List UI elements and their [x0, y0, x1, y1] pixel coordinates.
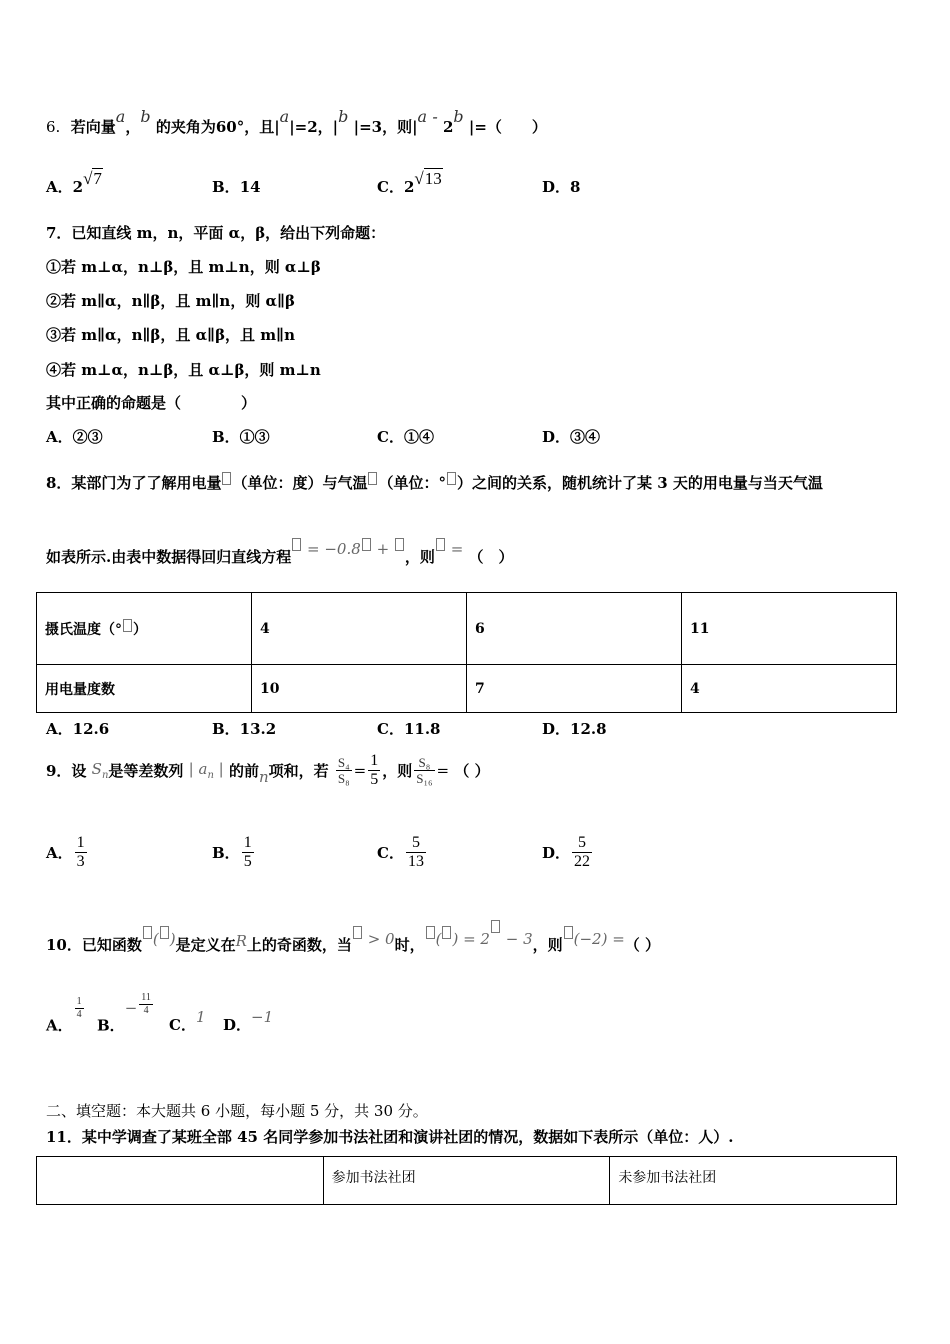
q7-option-d[interactable]: D．③④: [542, 428, 601, 446]
q8-row1-label: 摄氏温度（° ）: [37, 593, 252, 665]
missing-glyph-icon: [123, 619, 132, 632]
missing-glyph-icon: [426, 926, 435, 939]
q6-option-a[interactable]: A．2√7: [46, 169, 102, 196]
q7-proposition-1: ①若 m⊥α，n⊥β，且 m⊥n，则 α⊥β: [46, 258, 321, 276]
q7-option-c[interactable]: C．①④: [377, 428, 434, 446]
table-cell: 10: [252, 665, 467, 713]
q10-option-b[interactable]: B．− $\frac{11}{4}$: [97, 992, 151, 1035]
table-cell: 11: [682, 593, 897, 665]
q6-option-c[interactable]: C．2√13: [377, 169, 442, 196]
q10-option-a[interactable]: A． $\frac{1}{4}$: [46, 996, 82, 1035]
q9-option-b[interactable]: B． $\frac{1}{5}$: [212, 834, 252, 870]
q11-stem: 11．某中学调查了某班全部 45 名同学参加书法社团和演讲社团的情况，数据如下表所示（单位：人）.: [46, 1128, 734, 1146]
missing-glyph-icon: [143, 926, 152, 939]
q8-option-d[interactable]: D．12.8: [542, 720, 607, 738]
missing-glyph-icon: [442, 926, 451, 939]
table-cell: 7: [467, 665, 682, 713]
missing-glyph-icon: [292, 538, 301, 551]
q7-proposition-2: ②若 m∥α，n∥β，且 m∥n，则 α∥β: [46, 292, 295, 310]
q6-option-b[interactable]: B．14: [212, 178, 261, 196]
missing-glyph-icon: [436, 538, 445, 551]
missing-glyph-icon: [353, 926, 362, 939]
q8-option-c[interactable]: C．11.8: [377, 720, 441, 738]
q7-option-a[interactable]: A．②③: [46, 428, 103, 446]
q7-proposition-4: ④若 m⊥α，n⊥β，且 α⊥β，则 m⊥n: [46, 361, 321, 379]
missing-glyph-icon: [160, 926, 169, 939]
q10-option-c[interactable]: C．1: [169, 1008, 206, 1034]
missing-glyph-icon: [395, 538, 404, 551]
table-cell: 4: [252, 593, 467, 665]
missing-glyph-icon: [362, 538, 371, 551]
q6-stem: 6. 若向量a，b 的夹角为60°，且|a|=2，|b |=3，则|a - 2b |=（ ）: [46, 107, 547, 136]
section-2-heading: 二、填空题：本大题共 6 小题，每小题 5 分，共 30 分。: [46, 1102, 428, 1120]
missing-glyph-icon: [447, 472, 456, 485]
missing-glyph-icon: [564, 926, 573, 939]
q7-question: 其中正确的命题是（ ）: [46, 394, 257, 412]
table-cell: 4: [682, 665, 897, 713]
q9-option-d[interactable]: D． $\frac{5}{22}$: [542, 834, 591, 870]
table-cell: 6: [467, 593, 682, 665]
q9-stem: 9．设 $S_n$是等差数列 | $a_n$ | 的前n项和，若 $\frac{\text{S₄}}{\text{S₈}}$ = $\frac{1}{5}$ ，则 $\frac{\text{S₈}}{\text{S₁₆}}$ = （ ）: [46, 752, 490, 788]
q10-option-d[interactable]: D．−1: [223, 1008, 274, 1034]
q11-table: [36, 1156, 897, 1205]
missing-glyph-icon: [491, 920, 500, 933]
missing-glyph-icon: [222, 472, 231, 485]
q10-stem: 10．已知函数 ( )是定义在R上的奇函数，当 > 0时， ( ) = 2 − 3，则 (−2) =（ ）: [46, 932, 660, 955]
q8-data-table: [36, 592, 897, 713]
missing-glyph-icon: [368, 472, 377, 485]
q7-option-b[interactable]: B．①③: [212, 428, 270, 446]
q9-option-c[interactable]: C． $\frac{5}{13}$: [377, 834, 424, 870]
table-header-cell: 未参加书法社团: [610, 1157, 897, 1205]
q8-row2-label: 用电量度数: [37, 665, 252, 713]
q8-option-a[interactable]: A．12.6: [46, 720, 110, 738]
table-header-cell: 参加书法社团: [323, 1157, 610, 1205]
q7-stem: 7．已知直线 m，n，平面 α，β，给出下列命题：: [46, 224, 386, 242]
q8-option-b[interactable]: B．13.2: [212, 720, 277, 738]
table-header-cell: [37, 1157, 324, 1205]
q6-option-d[interactable]: D．8: [542, 178, 581, 196]
q8-stem-line2: 如表所示.由表中数据得回归直线方程 = −0.8 + ，则 = （ ）: [46, 540, 514, 566]
q7-proposition-3: ③若 m∥α，n∥β，且 α∥β，且 m∥n: [46, 326, 295, 344]
q8-stem-line1: 8．某部门为了了解用电量 （单位：度）与气温 （单位：° ）之间的关系，随机统计了某 3 天的用电量与当天气温: [46, 474, 823, 492]
q9-option-a[interactable]: A． $\frac{1}{3}$: [46, 834, 85, 870]
